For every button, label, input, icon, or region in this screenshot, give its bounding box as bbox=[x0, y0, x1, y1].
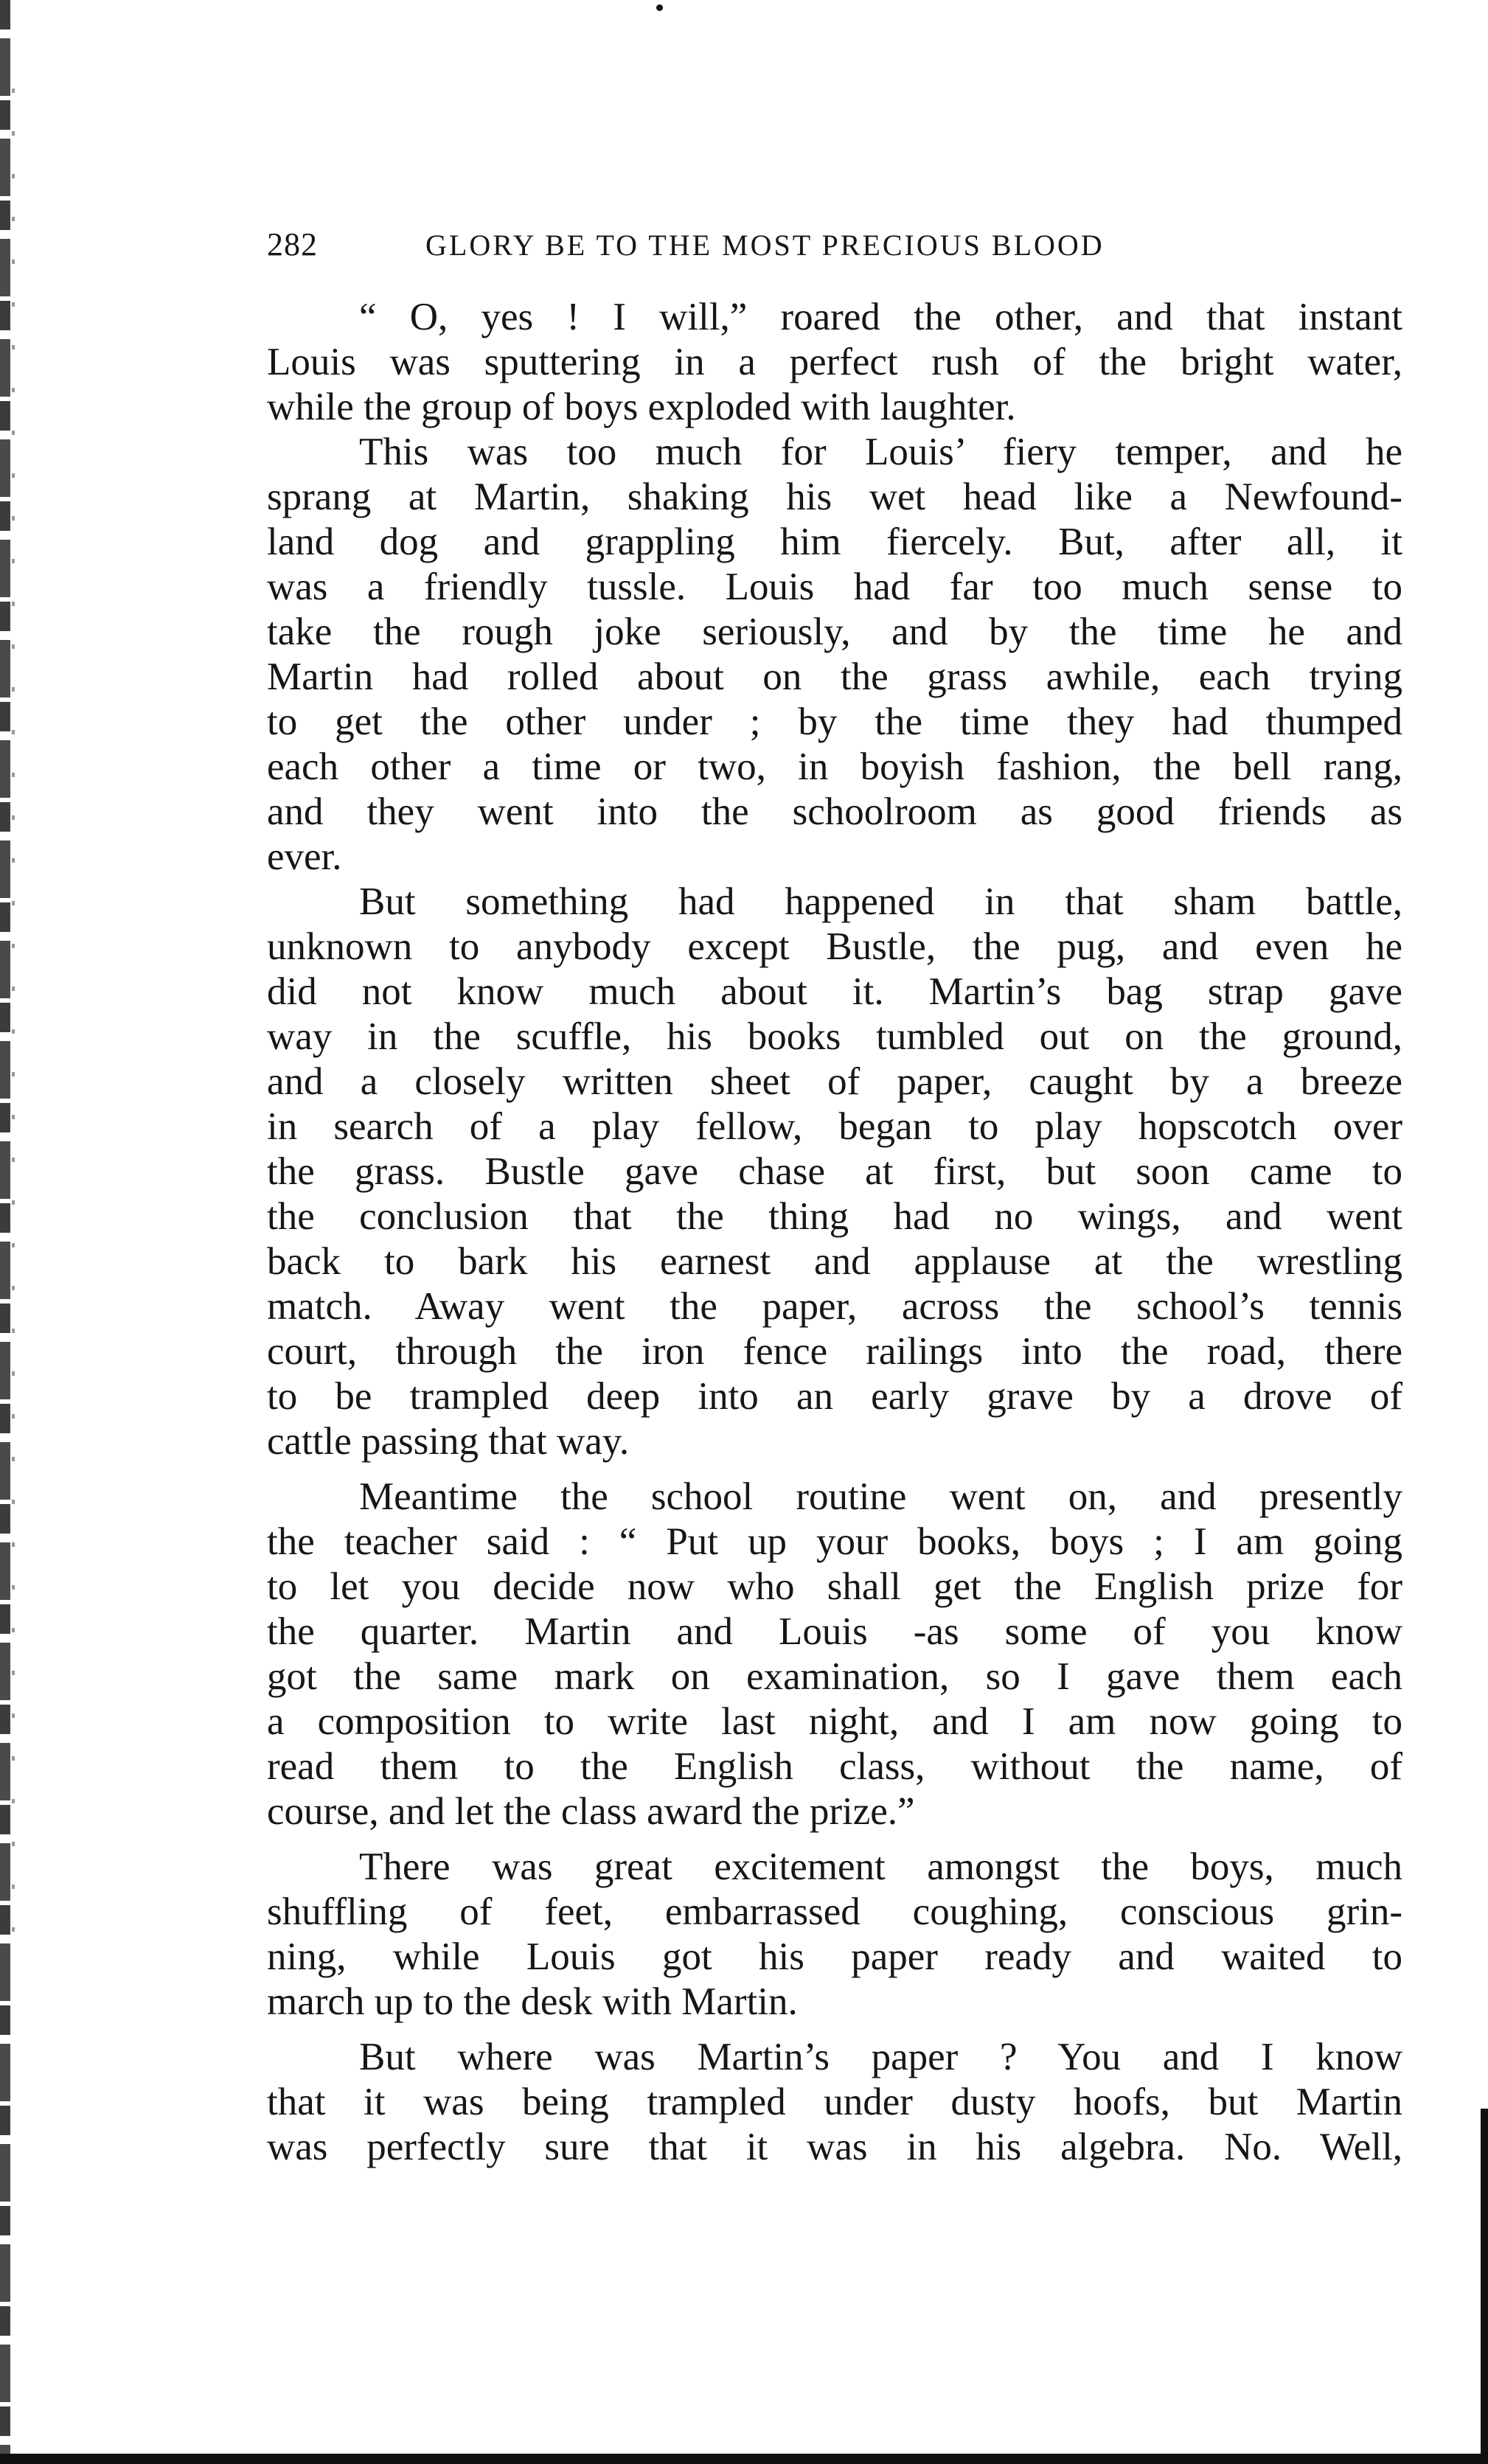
text-line: This was too much for Louis’ fiery temper, and he bbox=[359, 431, 1402, 473]
scan-left-specks bbox=[12, 88, 15, 1932]
text-line: to let you decide now who shall get the English prize for bbox=[267, 1565, 1402, 1608]
text-line: sprang at Martin, shaking his wet head like a Newfound- bbox=[267, 476, 1402, 518]
paragraph bbox=[267, 2035, 1402, 2170]
paragraph-gap bbox=[267, 1834, 1402, 1845]
text-line: and a closely written sheet of paper, caught by a breeze bbox=[267, 1060, 1402, 1103]
text-line: read them to the English class, without the name, of bbox=[267, 1745, 1402, 1788]
scan-bottom-border bbox=[0, 2454, 1488, 2464]
text-line: ever. bbox=[267, 835, 342, 878]
running-head bbox=[267, 226, 1225, 267]
text-line: Meantime the school routine went on, and presently bbox=[359, 1475, 1402, 1518]
text-line: in search of a play fellow, began to play hopscotch over bbox=[267, 1105, 1402, 1148]
text-line: match. Away went the paper, across the school’s tennis bbox=[267, 1285, 1402, 1328]
text-line: that it was being trampled under dusty hoofs, but Martin bbox=[267, 2081, 1402, 2123]
text-line: was a friendly tussle. Louis had far too much sense to bbox=[267, 565, 1402, 608]
text-line: land dog and grappling him fiercely. But, after all, it bbox=[267, 521, 1402, 563]
text-line: court, through the iron fence railings into the road, there bbox=[267, 1330, 1402, 1373]
scan-top-speck bbox=[656, 4, 663, 11]
text-line: to get the other under ; by the time they had thumped bbox=[267, 700, 1402, 743]
text-line: march up to the desk with Martin. bbox=[267, 1980, 798, 2023]
text-line: while the group of boys exploded with laughter. bbox=[267, 386, 1016, 428]
text-line: the conclusion that the thing had no wings, and went bbox=[267, 1195, 1402, 1238]
text-line: each other a time or two, in boyish fashion, the bell rang, bbox=[267, 745, 1402, 788]
paragraph-gap bbox=[267, 2025, 1402, 2035]
text-line: Martin had rolled about on the grass awhile, each trying bbox=[267, 655, 1402, 698]
text-line: was perfectly sure that it was in his algebra. No. Well, bbox=[267, 2126, 1402, 2168]
text-line: But something had happened in that sham battle, bbox=[359, 880, 1402, 923]
scan-left-border bbox=[0, 0, 10, 2464]
text-line: the quarter. Martin and Louis -as some of you know bbox=[267, 1610, 1402, 1653]
text-line: the teacher said : “ Put up your books, boys ; I am going bbox=[267, 1520, 1402, 1563]
paragraph-gap bbox=[267, 1464, 1402, 1475]
text-line: take the rough joke seriously, and by the time he and bbox=[267, 610, 1402, 653]
text-line: course, and let the class award the prize.” bbox=[267, 1790, 915, 1833]
text-line: did not know much about it. Martin’s bag strap gave bbox=[267, 970, 1402, 1013]
text-line: cattle passing that way. bbox=[267, 1420, 630, 1463]
scan-right-border bbox=[1481, 2109, 1488, 2464]
page-number: 282 bbox=[267, 226, 318, 262]
text-line: and they went into the schoolroom as good friends as bbox=[267, 790, 1402, 833]
text-line: “ O, yes ! I will,” roared the other, and that instant bbox=[359, 296, 1402, 338]
text-line: the grass. Bustle gave chase at first, but soon came to bbox=[267, 1150, 1402, 1193]
text-line: But where was Martin’s paper ? You and I know bbox=[359, 2036, 1402, 2078]
paragraph bbox=[267, 1475, 1402, 1834]
text-line: shuffling of feet, embarrassed coughing, conscious grin- bbox=[267, 1890, 1402, 1933]
paragraph bbox=[267, 1845, 1402, 2025]
paragraph bbox=[267, 295, 1402, 430]
text-line: to be trampled deep into an early grave by a drove of bbox=[267, 1375, 1402, 1418]
page-body bbox=[267, 295, 1402, 2170]
text-line: unknown to anybody except Bustle, the pug, and even he bbox=[267, 925, 1402, 968]
text-line: Louis was sputtering in a perfect rush of the bright water, bbox=[267, 341, 1402, 383]
text-line: way in the scuffle, his books tumbled out on the ground, bbox=[267, 1015, 1402, 1058]
text-line: There was great excitement amongst the boys, much bbox=[359, 1845, 1402, 1888]
text-line: back to bark his earnest and applause at the wrestling bbox=[267, 1240, 1402, 1283]
paragraph bbox=[267, 430, 1402, 880]
text-line: ning, while Louis got his paper ready and waited to bbox=[267, 1935, 1402, 1978]
running-title: GLORY BE TO THE MOST PRECIOUS BLOOD bbox=[425, 229, 1105, 262]
text-line: got the same mark on examination, so I gave them each bbox=[267, 1655, 1402, 1698]
paragraph bbox=[267, 880, 1402, 1464]
text-line: a composition to write last night, and I am now going to bbox=[267, 1700, 1402, 1743]
